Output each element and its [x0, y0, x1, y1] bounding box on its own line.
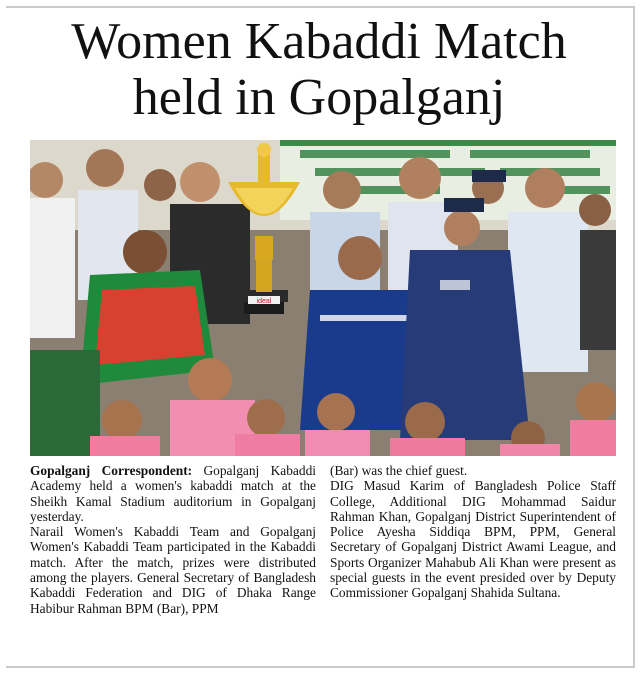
- trophy-label: ideal: [256, 298, 272, 305]
- headline: [14, 14, 624, 126]
- headline-line-1: Women Kabaddi Match: [71, 13, 567, 70]
- article-column-1: [30, 463, 316, 616]
- news-photo: [30, 140, 616, 456]
- article-body: [30, 463, 616, 616]
- photo-illustration: [30, 140, 616, 456]
- headline-line-2: held in Gopalganj: [132, 69, 506, 126]
- article-paragraph: (Bar) was the chief guest.: [330, 463, 468, 478]
- article-column-2: [330, 463, 616, 616]
- article-text: Gopalganj Kabaddi Academy held a women's kabaddi match at the Sheikh Kamal Stadium auditorium in Gopalganj yesterday.: [30, 463, 316, 524]
- article-lead: Gopalganj Correspondent:: [30, 463, 193, 478]
- article-paragraph: DIG Masud Karim of Bangladesh Police Staff College, Additional DIG Mohammad Saidur Rahman Khan, Gopalganj District Superintendent of Police Ayesha Siddiqa BPM, PPM, General Secretary of Gopalganj District Awami League, and Sports Organizer Mahabub Ali Khan were present as special guests in the event presided over by Deputy Commissioner Gopalganj Shahida Sultana.: [330, 478, 616, 601]
- article-paragraph: [30, 463, 316, 524]
- article-paragraph: Narail Women's Kabaddi Team and Gopalganj Women's Kabaddi Team participated in the Kabaddi match. After the match, prizes were distributed among the players. General Secretary of Bangladesh Kabaddi Federation and DIG of Dhaka Range Habibur Rahman BPM (Bar), PPM: [30, 524, 316, 616]
